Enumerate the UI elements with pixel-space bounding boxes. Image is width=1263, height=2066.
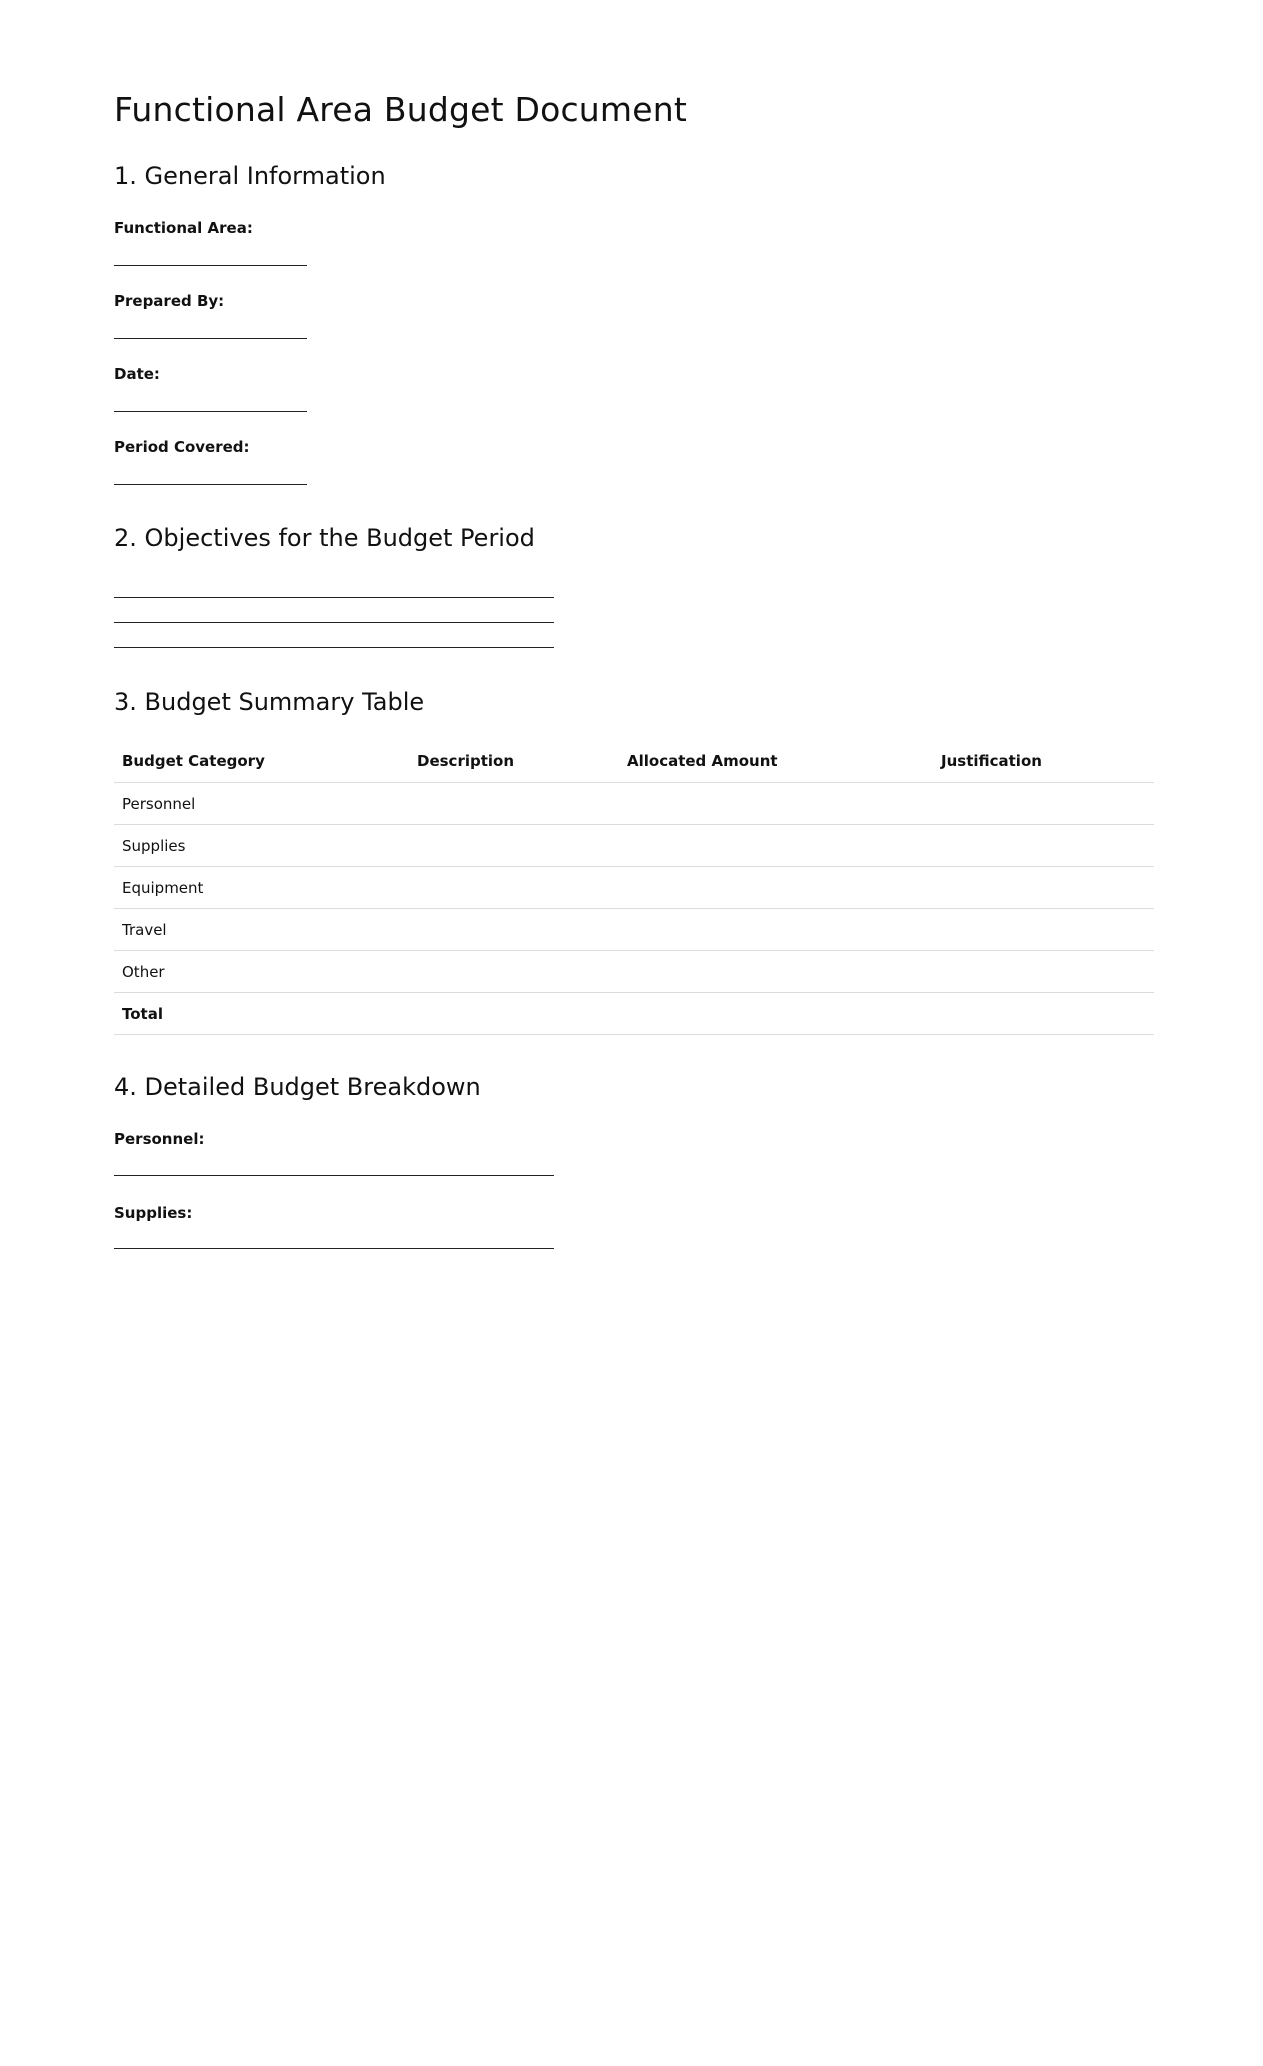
table-row [114, 825, 1154, 867]
description-cell[interactable] [409, 867, 619, 909]
table-total-row [114, 993, 1154, 1035]
table-header-row [114, 740, 1154, 783]
section-objectives-heading: 2. Objectives for the Budget Period [114, 524, 535, 552]
description-cell[interactable] [409, 951, 619, 993]
budget-summary-table [114, 740, 1154, 1035]
column-header-budget-category: Budget Category [114, 740, 409, 783]
row-category-cell: Supplies [114, 825, 409, 867]
objectives-blank-line[interactable] [114, 622, 554, 623]
period-covered-blank-line[interactable] [114, 484, 307, 485]
functional-area-blank-line[interactable] [114, 265, 307, 266]
breakdown-supplies-blank-line[interactable] [114, 1248, 554, 1249]
period-covered-label: Period Covered: [114, 438, 250, 456]
allocated-amount-cell[interactable] [619, 867, 933, 909]
breakdown-supplies-label: Supplies: [114, 1204, 193, 1222]
allocated-amount-cell[interactable] [619, 951, 933, 993]
table-row [114, 867, 1154, 909]
objectives-blank-line[interactable] [114, 647, 554, 648]
row-category-cell: Equipment [114, 867, 409, 909]
objectives-blank-line[interactable] [114, 597, 554, 598]
description-cell[interactable] [409, 993, 619, 1035]
allocated-amount-cell[interactable] [619, 783, 933, 825]
column-header-allocated-amount: Allocated Amount [619, 740, 933, 783]
allocated-amount-cell[interactable] [619, 825, 933, 867]
section-breakdown-heading: 4. Detailed Budget Breakdown [114, 1073, 481, 1101]
justification-cell[interactable] [933, 993, 1154, 1035]
column-header-justification: Justification [933, 740, 1154, 783]
justification-cell[interactable] [933, 825, 1154, 867]
column-header-description: Description [409, 740, 619, 783]
document-title: Functional Area Budget Document [114, 90, 688, 129]
section-general-heading: 1. General Information [114, 162, 386, 190]
section-summary-heading: 3. Budget Summary Table [114, 688, 425, 716]
table-row [114, 909, 1154, 951]
breakdown-personnel-label: Personnel: [114, 1130, 205, 1148]
total-label-cell: Total [114, 993, 409, 1035]
prepared-by-label: Prepared By: [114, 292, 225, 310]
justification-cell[interactable] [933, 909, 1154, 951]
justification-cell[interactable] [933, 951, 1154, 993]
allocated-amount-cell[interactable] [619, 909, 933, 951]
row-category-cell: Travel [114, 909, 409, 951]
allocated-amount-cell[interactable] [619, 993, 933, 1035]
date-label: Date: [114, 365, 160, 383]
date-blank-line[interactable] [114, 411, 307, 412]
justification-cell[interactable] [933, 867, 1154, 909]
justification-cell[interactable] [933, 783, 1154, 825]
functional-area-label: Functional Area: [114, 219, 253, 237]
description-cell[interactable] [409, 825, 619, 867]
row-category-cell: Other [114, 951, 409, 993]
breakdown-personnel-blank-line[interactable] [114, 1175, 554, 1176]
description-cell[interactable] [409, 783, 619, 825]
prepared-by-blank-line[interactable] [114, 338, 307, 339]
table-row [114, 951, 1154, 993]
row-category-cell: Personnel [114, 783, 409, 825]
table-row [114, 783, 1154, 825]
description-cell[interactable] [409, 909, 619, 951]
